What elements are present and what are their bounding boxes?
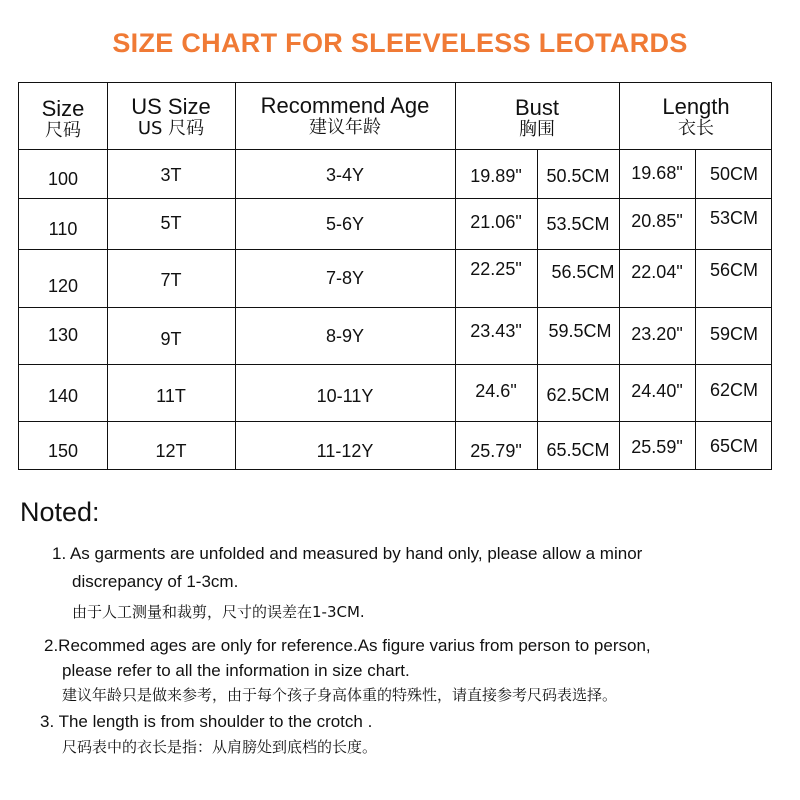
size-table <box>18 82 772 470</box>
cell-length-cm: 59CM <box>709 324 758 344</box>
cell-bust-cm: 50.5CM <box>546 166 610 186</box>
cell-age: 7-8Y <box>325 268 365 288</box>
cell-bust-in: 24.6" <box>475 381 517 401</box>
note-2-line-2: please refer to all the information in size chart. <box>62 661 410 680</box>
header-bust-cn: 胸围 <box>519 119 555 140</box>
cell-size: 140 <box>47 386 79 406</box>
header-bust-en: Bust <box>514 95 560 120</box>
cell-bust-in: 23.43" <box>470 321 522 341</box>
cell-length-in: 24.40" <box>631 381 683 401</box>
cell-age: 3-4Y <box>325 165 365 185</box>
chart-title: SIZE CHART FOR SLEEVELESS LEOTARDS <box>112 28 688 58</box>
row-divider <box>19 364 771 365</box>
note-1-line-2: discrepancy of 1-3cm. <box>72 572 239 591</box>
cell-length-in: 25.59" <box>631 437 683 457</box>
header-size <box>19 97 107 141</box>
row-divider <box>19 307 771 308</box>
cell-bust-cm: 62.5CM <box>546 385 610 405</box>
note-2-cn: 建议年龄只是做来参考，由于每个孩子身高体重的特殊性，请直接参考尺码表选择。 <box>62 686 618 704</box>
cell-age: 5-6Y <box>325 214 365 234</box>
row-divider <box>19 421 771 422</box>
cell-bust-cm: 56.5CM <box>551 262 615 282</box>
cell-length-in: 22.04" <box>631 262 683 282</box>
cell-us-size: 11T <box>156 386 186 406</box>
note-3-cn: 尺码表中的衣长是指：从肩膀处到底档的长度。 <box>62 738 378 756</box>
cell-bust-cm: 65.5CM <box>546 440 610 460</box>
cell-bust-cm: 53.5CM <box>546 214 610 234</box>
notes-heading: Noted: <box>20 497 100 527</box>
cell-size: 130 <box>47 325 79 345</box>
header-size-cn: 尺码 <box>45 120 81 141</box>
note-1-line-1: 1. As garments are unfolded and measured by hand only, please allow a minor <box>52 544 643 563</box>
cell-age: 8-9Y <box>325 326 365 346</box>
header-length-cn: 衣长 <box>678 118 714 139</box>
cell-us-size: 12T <box>155 441 187 461</box>
cell-us-size: 3T <box>160 165 182 185</box>
cell-length-in: 20.85" <box>631 211 683 231</box>
header-age-cn: 建议年龄 <box>309 117 381 138</box>
note-1-cn: 由于人工测量和裁剪，尺寸的误差在1-3CM. <box>72 603 365 621</box>
cell-bust-in: 19.89" <box>470 166 522 186</box>
cell-size: 150 <box>47 441 79 461</box>
cell-age: 11-12Y <box>316 441 374 461</box>
row-divider <box>19 249 771 250</box>
cell-us-size: 9T <box>160 329 182 349</box>
header-age <box>235 94 455 138</box>
cell-length-cm: 65CM <box>709 436 758 456</box>
header-length <box>619 95 773 139</box>
cell-length-in: 19.68" <box>631 163 683 183</box>
cell-size: 120 <box>47 276 79 296</box>
header-bust <box>455 96 619 140</box>
cell-size: 100 <box>47 169 79 189</box>
note-3-line-1: 3. The length is from shoulder to the crotch . <box>40 712 373 731</box>
header-us-size-cn: US 尺码 <box>137 118 205 139</box>
cell-age: 10-11Y <box>316 386 374 406</box>
header-age-en: Recommend Age <box>260 93 430 118</box>
cell-length-in: 23.20" <box>631 324 683 344</box>
cell-length-cm: 56CM <box>709 260 758 280</box>
cell-bust-in: 21.06" <box>470 212 522 232</box>
cell-length-cm: 62CM <box>709 380 758 400</box>
header-size-en: Size <box>41 96 85 121</box>
note-2-line-1: 2.Recommed ages are only for reference.As figure varius from person to person, <box>44 636 651 655</box>
cell-us-size: 7T <box>160 270 182 290</box>
row-divider <box>19 198 771 199</box>
cell-bust-in: 25.79" <box>470 441 522 461</box>
header-length-en: Length <box>662 94 730 119</box>
cell-size: 110 <box>48 219 78 239</box>
header-us-size <box>107 95 235 139</box>
header-us-size-en: US Size <box>131 94 211 119</box>
row-divider <box>19 149 771 150</box>
cell-length-cm: 53CM <box>709 208 758 228</box>
cell-bust-cm: 59.5CM <box>548 321 612 341</box>
cell-bust-in: 22.25" <box>470 259 522 279</box>
cell-length-cm: 50CM <box>709 164 758 184</box>
cell-us-size: 5T <box>160 213 182 233</box>
